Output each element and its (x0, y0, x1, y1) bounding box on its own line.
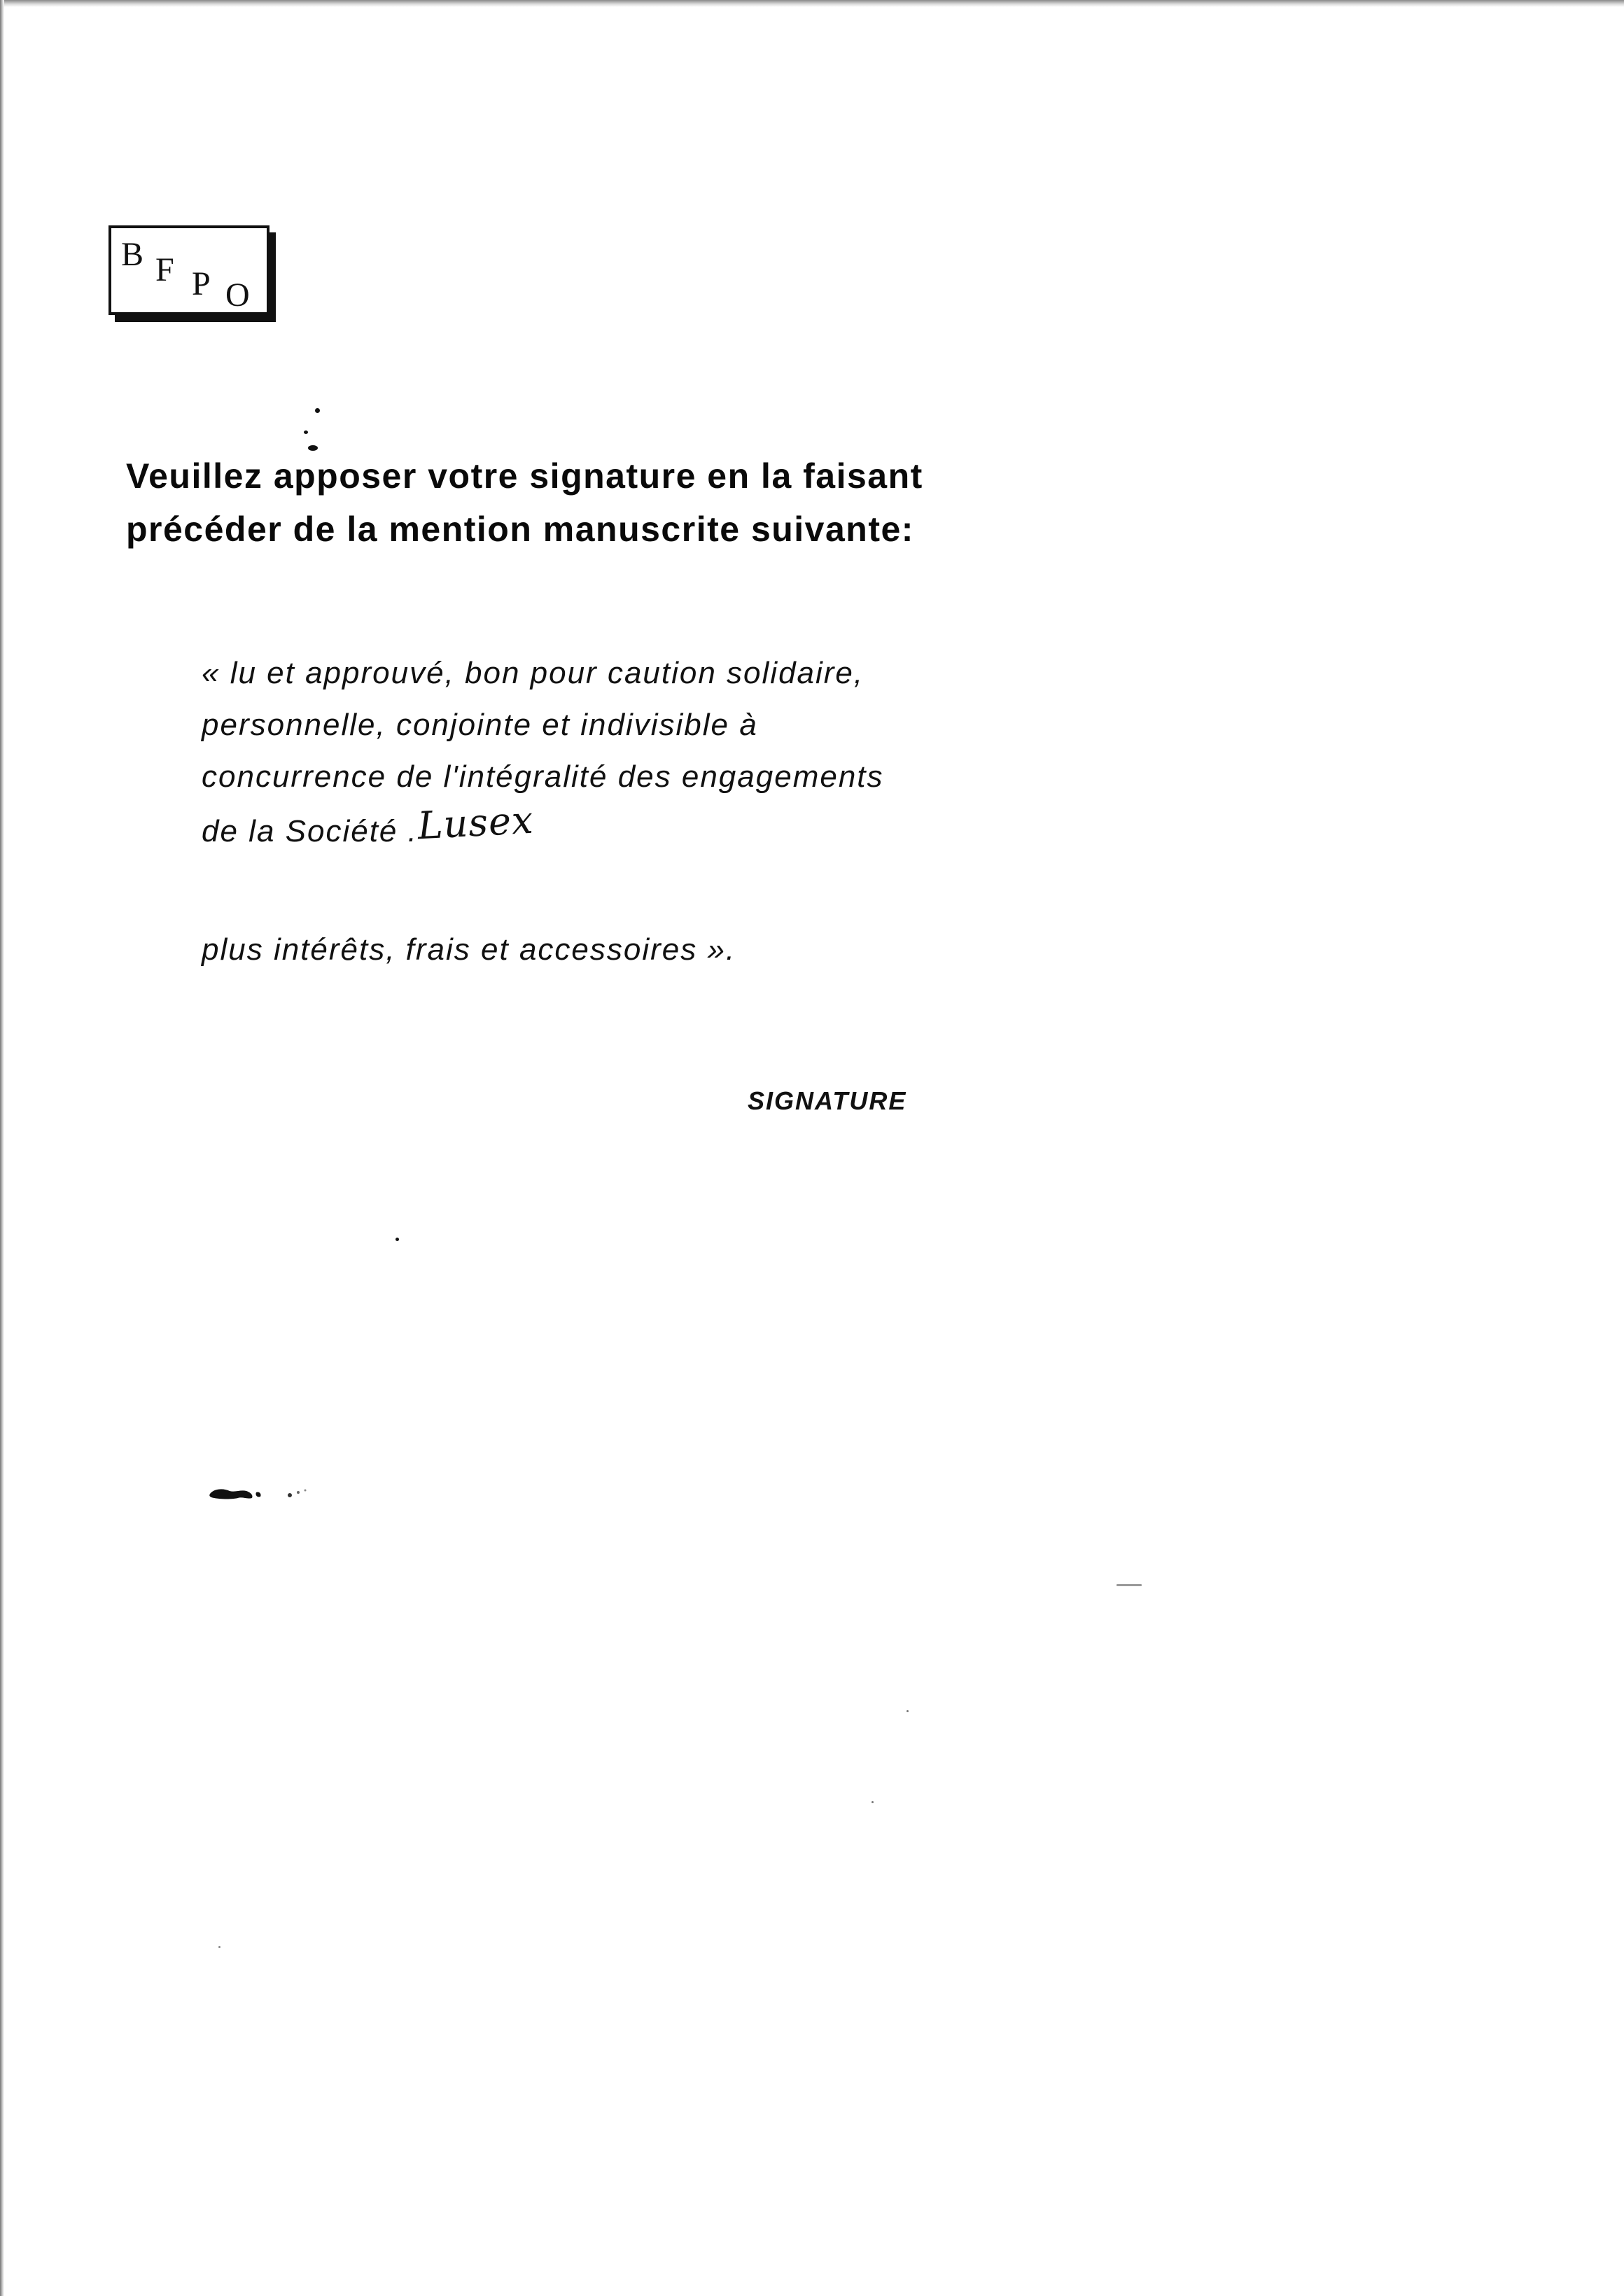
mention-line-2: personnelle, conjointe et indivisible à (202, 708, 758, 742)
mention-line-4-prefix: de la Société . (202, 814, 418, 848)
mention-line-3: concurrence de l'intégralité des engagements (202, 760, 884, 794)
bfpo-logo (108, 225, 270, 315)
scan-speck (218, 1946, 220, 1948)
logo-letter-o: O (225, 276, 250, 314)
scan-speck (1116, 1584, 1142, 1586)
scan-edge-left (0, 0, 4, 2296)
scan-speck (396, 1238, 399, 1241)
logo-letter-p: P (192, 265, 211, 302)
heading-line-2: précéder de la mention manuscrite suivante: (126, 510, 914, 549)
logo-letter-f: F (155, 251, 174, 288)
ink-smudge (207, 1478, 347, 1506)
scan-speck (315, 408, 320, 413)
scan-speck (308, 445, 318, 451)
company-name-handwritten: Lusex (416, 797, 535, 848)
instruction-heading (126, 449, 1106, 556)
mention-line-4 (202, 797, 1007, 858)
scan-speck (304, 430, 308, 434)
handwritten-mention-block (202, 648, 1007, 967)
scan-edge-top (0, 0, 1624, 7)
mention-line-5: plus intérêts, frais et accessoires ». (202, 932, 736, 967)
mention-line-1: « lu et approuvé, bon pour caution solidaire, (202, 656, 864, 690)
scan-speck (906, 1710, 909, 1712)
heading-line-1: Veuillez apposer votre signature en la faisant (126, 456, 923, 496)
logo-letter-b: B (121, 236, 144, 273)
signature-label: SIGNATURE (748, 1086, 907, 1115)
scan-speck (872, 1801, 874, 1803)
